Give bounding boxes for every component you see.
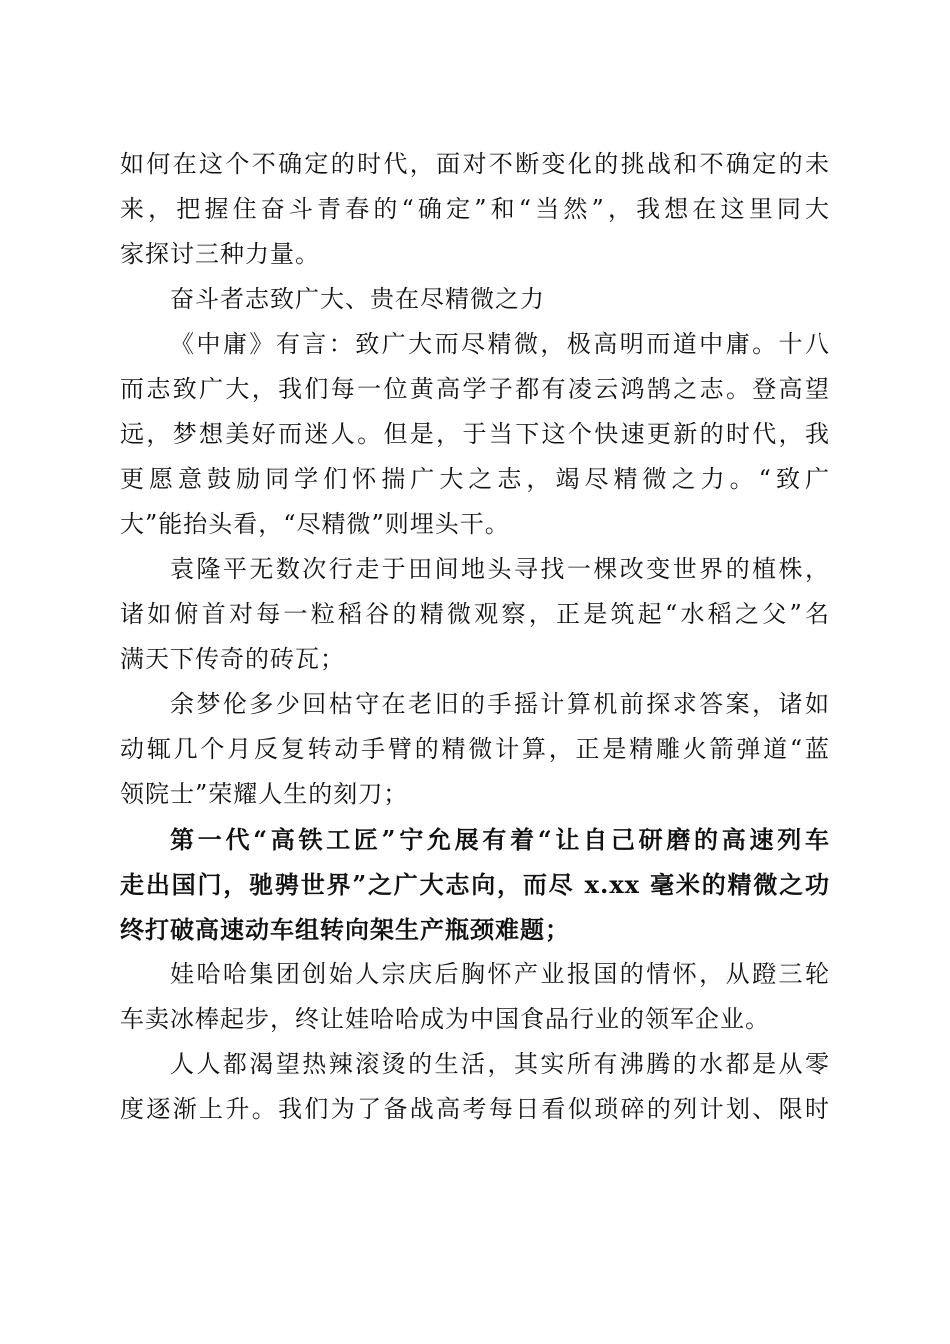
- paragraph-yu-menglun: [120, 682, 830, 817]
- text-line: 如何在这个不确定的时代，面对不断变化的挑战和不确定的未: [120, 150, 830, 178]
- text-line: 来，把握住奋斗青春的“确定”和“当然”，我想在这里同大: [120, 195, 830, 223]
- text-line: 远，梦想美好而迷人。但是，于当下这个快速更新的时代，我: [120, 420, 830, 448]
- document-body: [120, 142, 830, 1132]
- text-line: 车卖冰棒起步，终让娃哈哈成为中国食品行业的领军企业。: [120, 1005, 770, 1033]
- text-line: 领院士”荣耀人生的刻刀；: [120, 780, 409, 808]
- section-heading: [120, 277, 830, 322]
- text-line: 第一代“高铁工匠”宁允展有着“让自己研磨的高速列车: [170, 825, 830, 854]
- text-line: 余梦伦多少回枯守在老旧的手摇计算机前探求答案，诸如: [170, 690, 830, 718]
- text-line: 袁隆平无数次行走于田间地头寻找一棵改变世界的植株，: [170, 555, 830, 583]
- text-line: 终打破高速动车组转向架生产瓶颈难题；: [120, 915, 570, 944]
- text-line: 家探讨三种力量。: [120, 240, 320, 268]
- heading-line: 奋斗者志致广大、贵在尽精微之力: [170, 285, 545, 313]
- paragraph-wahaha: [120, 952, 830, 1042]
- text-line: 大”能抬头看，“尽精微”则埋头干。: [120, 510, 510, 538]
- text-line: 诸如俯首对每一粒稻谷的精微观察，正是筑起“水稻之父”名: [120, 600, 830, 628]
- paragraph-zhongyong: [120, 322, 830, 547]
- text-line: 娃哈哈集团创始人宗庆后胸怀产业报国的情怀，从蹬三轮: [170, 960, 830, 988]
- text-line: 更愿意鼓励同学们怀揣广大之志，竭尽精微之力。“致广: [120, 465, 830, 493]
- paragraph-ning-yunzhan: [120, 817, 830, 952]
- paragraph-intro: [120, 142, 830, 277]
- paragraph-yuan-longping: [120, 547, 830, 682]
- text-line: 满天下传奇的砖瓦；: [120, 645, 345, 673]
- text-line: 动辄几个月反复转动手臂的精微计算，正是精雕火箭弹道“蓝: [120, 735, 830, 763]
- paragraph-boiling-water: [120, 1042, 830, 1132]
- text-line: 度逐渐上升。我们为了备战高考每日看似琐碎的列计划、限时: [120, 1095, 830, 1123]
- text-line: 《中庸》有言：致广大而尽精微，极高明而道中庸。十八: [170, 330, 830, 358]
- text-line: 人人都渴望热辣滚烫的生活，其实所有沸腾的水都是从零: [170, 1050, 830, 1078]
- text-line: 而志致广大，我们每一位黄高学子都有凌云鸿鹄之志。登高望: [120, 375, 830, 403]
- text-line: 走出国门，驰骋世界”之广大志向，而尽 x.xx 毫米的精微之功: [120, 870, 830, 899]
